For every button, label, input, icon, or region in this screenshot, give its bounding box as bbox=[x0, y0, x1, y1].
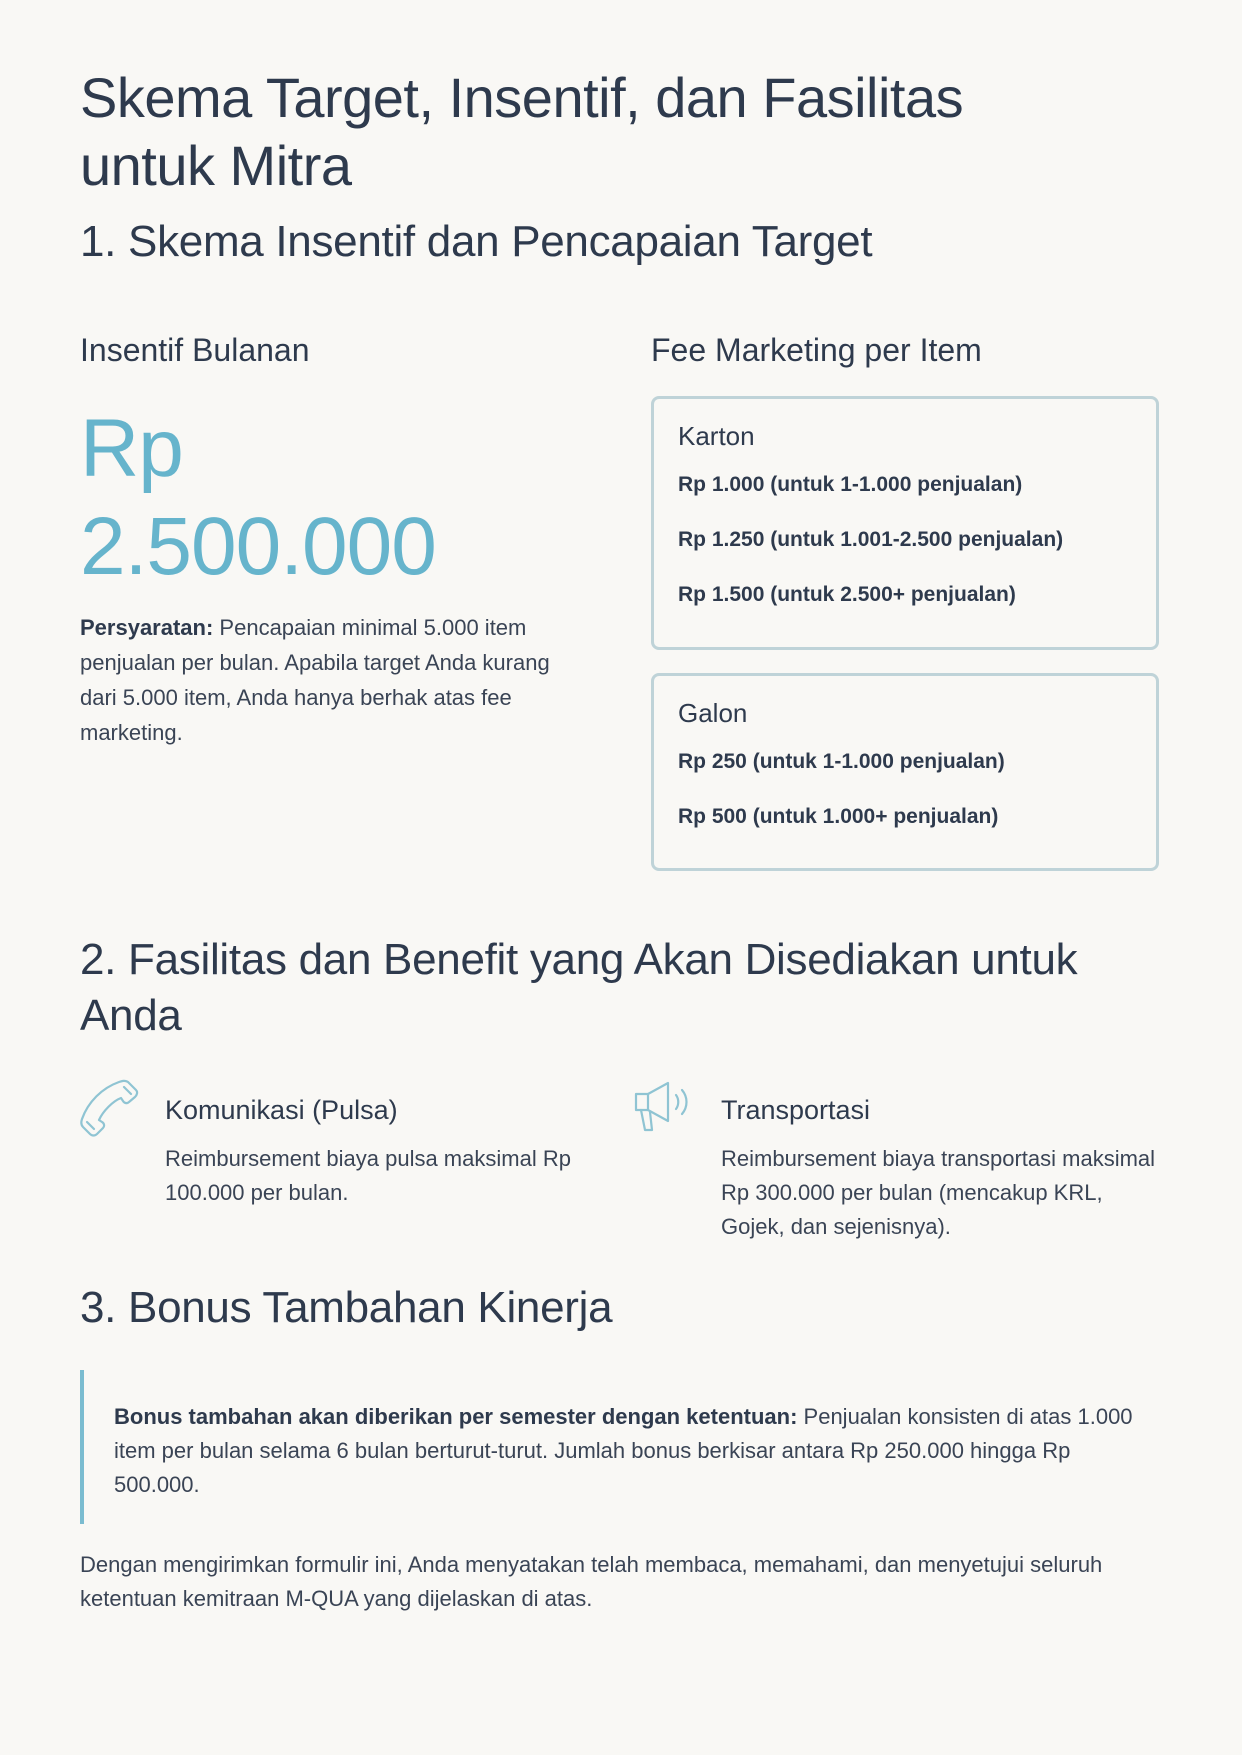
bonus-label: Bonus tambahan akan diberikan per semester dengan ketentuan: bbox=[114, 1404, 798, 1429]
fee-card-karton bbox=[651, 396, 1159, 650]
page-title: Skema Target, Insentif, dan Fasilitas untuk Mitra bbox=[80, 66, 964, 197]
section-3-heading: 3. Bonus Tambahan Kinerja bbox=[80, 1283, 613, 1332]
fee-row: Rp 250 (untuk 1-1.000 penjualan) bbox=[678, 750, 1005, 773]
requirements-body: Pencapaian minimal 5.000 item penjualan per bulan. Apabila target Anda kurang dari 5.000 item, Anda hanya berhak atas fee marketing. bbox=[80, 615, 550, 745]
fee-row: Rp 1.500 (untuk 2.500+ penjualan) bbox=[678, 583, 1016, 606]
megaphone-icon bbox=[632, 1080, 696, 1141]
benefit-desc-transport: Reimbursement biaya transportasi maksimal Rp 300.000 per bulan (mencakup KRL, Gojek, dan sejenisnya). bbox=[721, 1146, 1156, 1239]
monthly-incentive-heading: Insentif Bulanan bbox=[80, 332, 310, 368]
amount-value: 2.500.000 bbox=[80, 501, 436, 592]
fee-card-title: Galon bbox=[678, 698, 748, 728]
benefit-desc-communication: Reimbursement biaya pulsa maksimal Rp 100.000 per bulan. bbox=[165, 1146, 571, 1205]
section-2-heading: 2. Fasilitas dan Benefit yang Akan Disediakan untuk Anda bbox=[80, 935, 1078, 1040]
requirements-label: Persyaratan: bbox=[80, 615, 214, 640]
monthly-incentive-amount bbox=[80, 400, 580, 596]
section-1-heading: 1. Skema Insentif dan Pencapaian Target bbox=[80, 217, 873, 266]
benefit-title-communication: Komunikasi (Pulsa) bbox=[165, 1095, 398, 1125]
fee-card-galon bbox=[651, 673, 1159, 871]
bonus-body: Penjualan konsisten di atas 1.000 item per bulan selama 6 bulan berturut-turut. Jumlah bonus berkisar antara Rp 250.000 hingga Rp 500.000. bbox=[114, 1404, 1133, 1497]
fee-row: Rp 1.000 (untuk 1-1.000 penjualan) bbox=[678, 473, 1023, 496]
currency-label: Rp bbox=[80, 403, 183, 494]
fee-marketing-heading: Fee Marketing per Item bbox=[651, 332, 982, 368]
fee-card-title: Karton bbox=[678, 421, 755, 451]
requirements-text bbox=[80, 610, 580, 750]
fee-row: Rp 500 (untuk 1.000+ penjualan) bbox=[678, 805, 999, 828]
benefit-title-transport: Transportasi bbox=[721, 1095, 871, 1125]
fee-row: Rp 1.250 (untuk 1.001-2.500 penjualan) bbox=[678, 528, 1064, 551]
phone-icon bbox=[78, 1078, 140, 1145]
footer-statement: Dengan mengirimkan formulir ini, Anda menyatakan telah membaca, memahami, dan menyetujui seluruh ketentuan kemitraan M-QUA yang dijelaskan di atas. bbox=[80, 1552, 1103, 1611]
bonus-callout bbox=[80, 1370, 1159, 1524]
